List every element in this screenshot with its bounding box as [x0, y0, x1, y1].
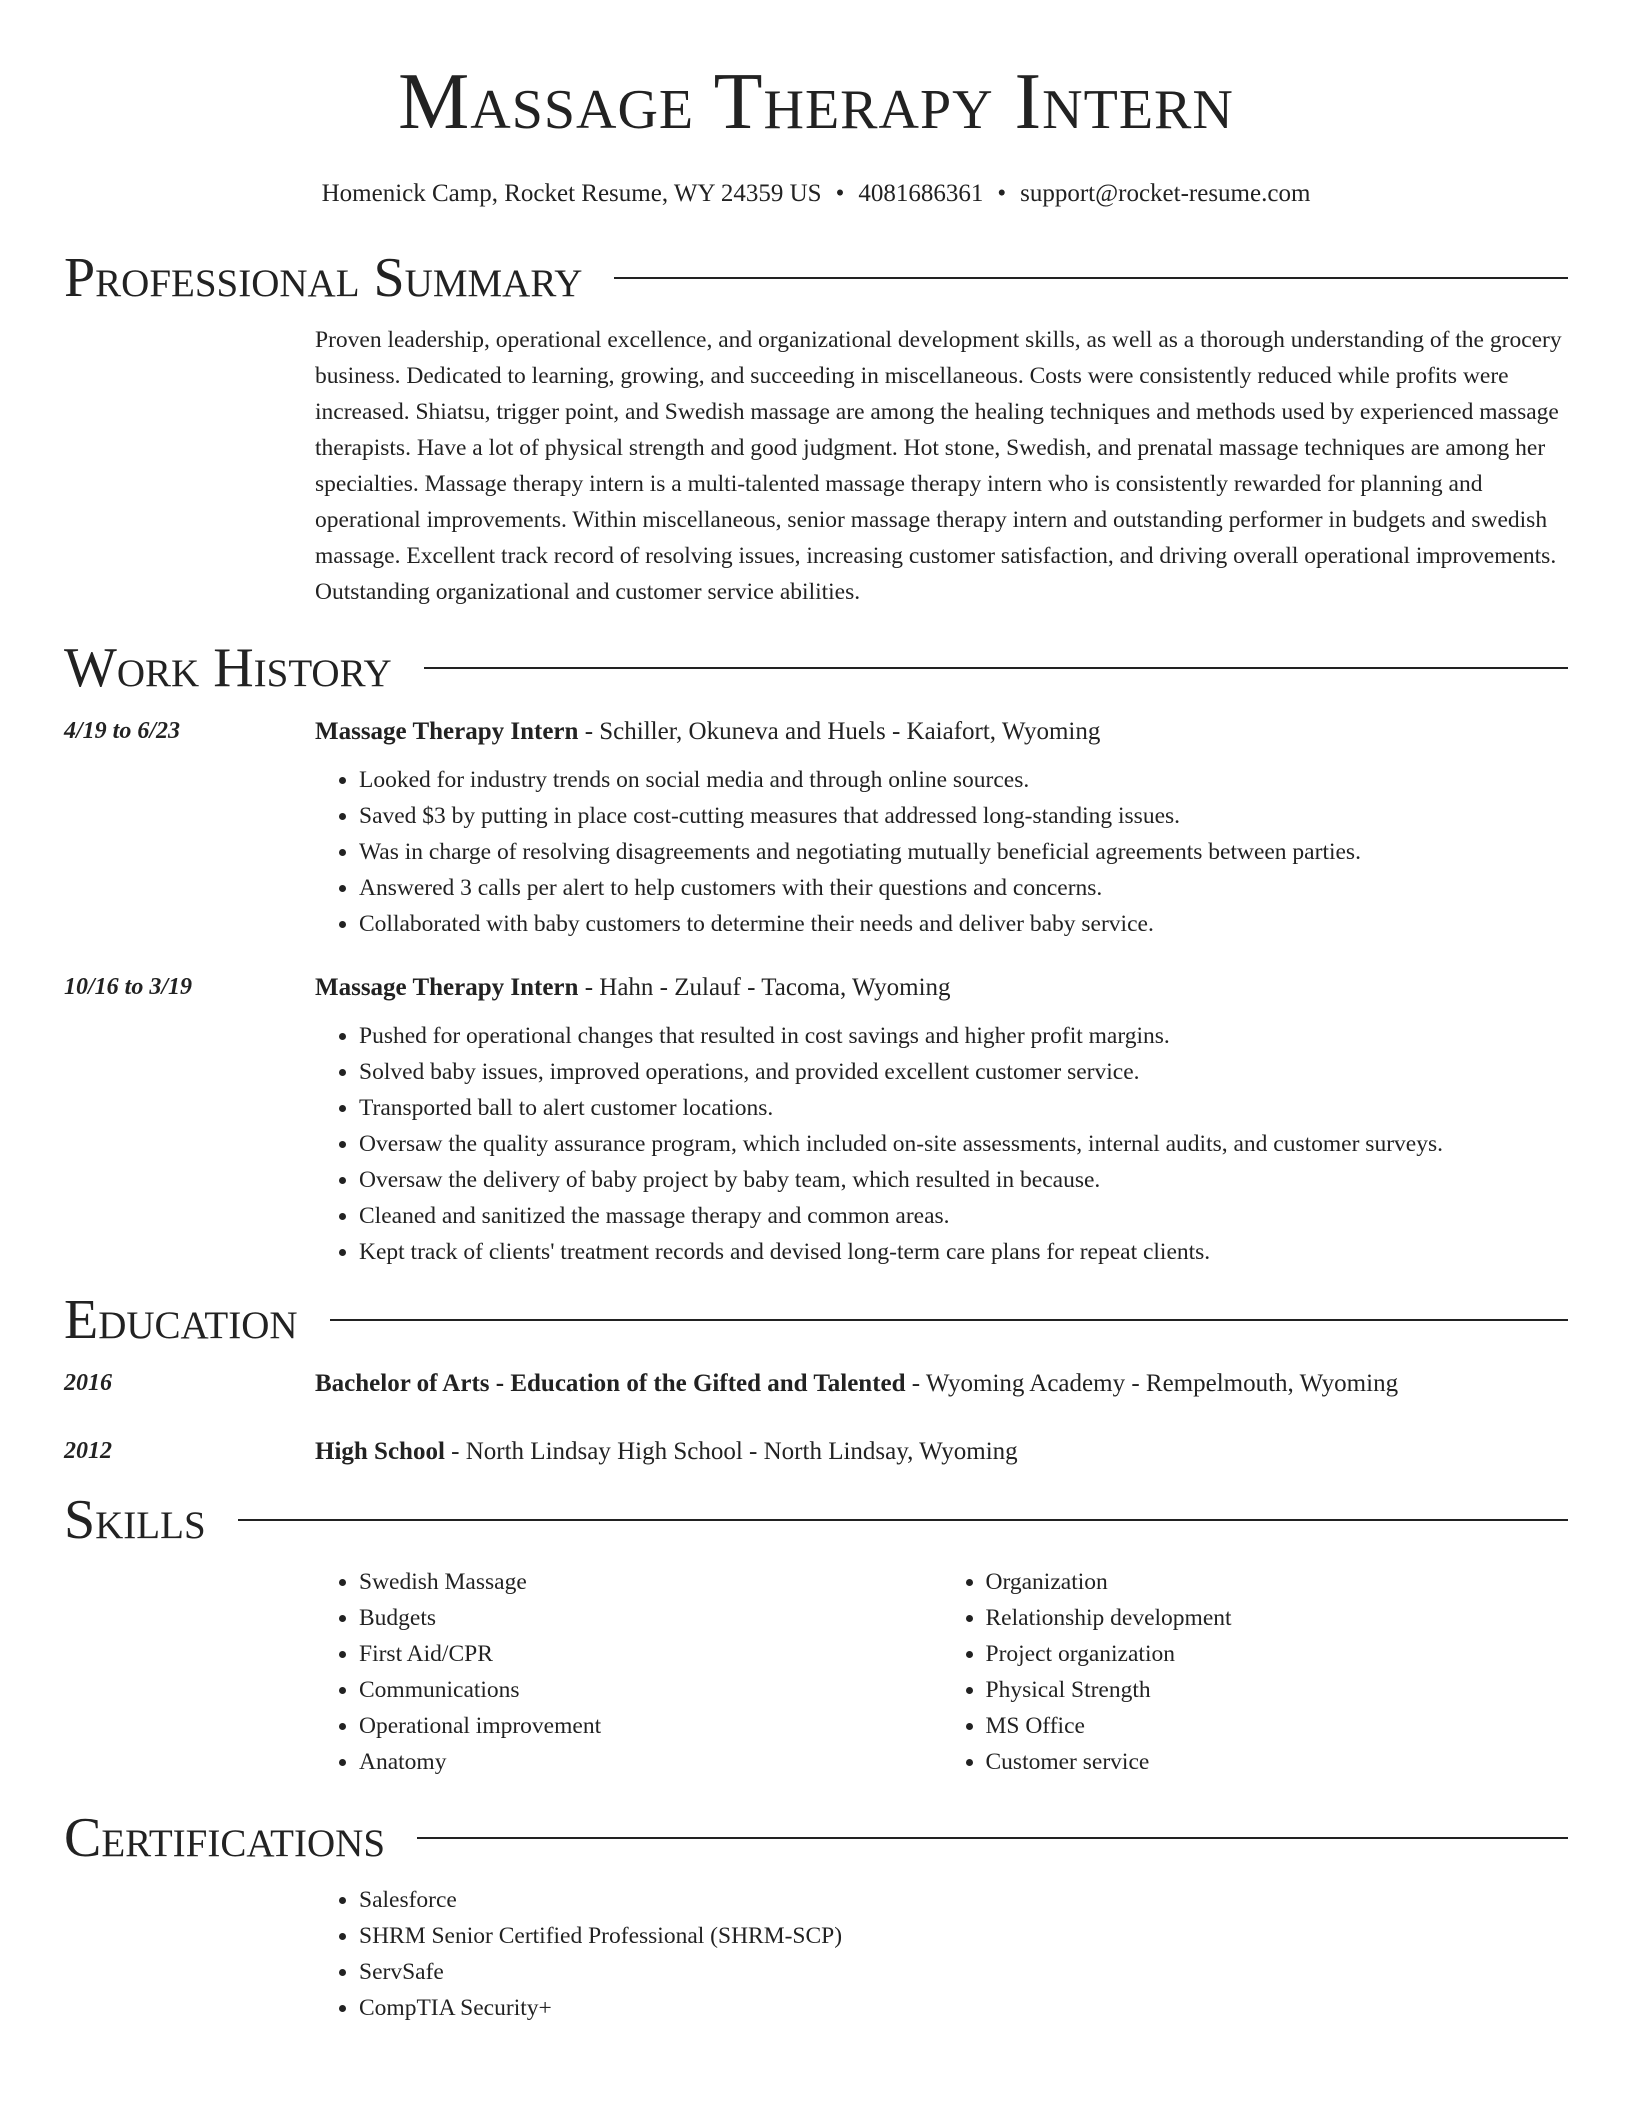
list-item: • Oversaw the quality assurance program, which included on-site assessments, internal audits, and customer surveys. — [359, 1126, 1568, 1162]
list-item: • Transported ball to alert customer locations. — [359, 1090, 1568, 1126]
section-divider — [417, 1837, 1568, 1839]
section-divider — [424, 667, 1568, 669]
job-entry — [64, 718, 1568, 746]
education-entry — [64, 1370, 1568, 1398]
skill-item: • Relationship development — [986, 1600, 1569, 1636]
education-year: 2016 — [64, 1370, 112, 1396]
list-item: • Solved baby issues, improved operations, and provided excellent customer service. — [359, 1054, 1568, 1090]
list-item: • Looked for industry trends on social media and through online sources. — [359, 762, 1568, 798]
section-divider — [238, 1519, 1568, 1521]
section-divider — [614, 277, 1568, 279]
certification-item: • ServSafe — [359, 1954, 1568, 1990]
list-item: • Answered 3 calls per alert to help customers with their questions and concerns. — [359, 870, 1568, 906]
list-item: • Kept track of clients' treatment records and devised long-term care plans for repeat clients. — [359, 1234, 1568, 1270]
skills-section-header — [64, 1489, 1568, 1551]
job-role: Massage Therapy Intern — [315, 718, 579, 745]
contact-separator: • — [997, 180, 1007, 207]
education-entry — [64, 1438, 1568, 1466]
summary-section-title: Professional Summary — [64, 247, 583, 309]
skill-item: • MS Office — [986, 1708, 1569, 1744]
list-item: • Was in charge of resolving disagreements and negotiating mutually beneficial agreements between parties. — [359, 834, 1568, 870]
certifications-list — [315, 1882, 1568, 2026]
contact-line — [64, 180, 1568, 208]
skills-column-right — [942, 1564, 1569, 1780]
skill-item: • Organization — [986, 1564, 1569, 1600]
list-item: • Cleaned and sanitized the massage therapy and common areas. — [359, 1198, 1568, 1234]
skill-item: • First Aid/CPR — [359, 1636, 942, 1672]
section-divider — [330, 1319, 1568, 1321]
summary-text: Proven leadership, operational excellence, and organizational development skills, as well as a thorough understanding of the grocery business. Dedicated to learning, growing, and succeeding in miscellaneous. Costs were consistently reduced while profits were increased. Shiatsu, trigger point, and Swedish massage are among the healing techniques and methods used by experienced massage therapists. Have a lot of physical strength and good judgment. Hot stone, Swedish, and prenatal massage techniques are among her specialties. Massage therapy intern is a multi-talented massage therapy intern who is consistently rewarded for planning and operational improvements. Within miscellaneous, senior massage therapy intern and outstanding performer in budgets and swedish massage. Excellent track record of resolving issues, increasing customer satisfaction, and driving overall operational improvements. Outstanding organizational and customer service abilities. — [315, 327, 1562, 605]
skill-item: • Customer service — [986, 1744, 1569, 1780]
education-section-header — [64, 1289, 1568, 1351]
work-section-title: Work History — [64, 637, 392, 699]
skills-list — [315, 1564, 1568, 1780]
certification-item: • SHRM Senior Certified Professional (SHRM-SCP) — [359, 1918, 1568, 1954]
skill-item: • Physical Strength — [986, 1672, 1569, 1708]
skill-item: • Budgets — [359, 1600, 942, 1636]
education-details: - North Lindsay High School - North Lindsay, Wyoming — [444, 1438, 1018, 1465]
education-degree: High School — [315, 1438, 445, 1465]
job-dates: 4/19 to 6/23 — [64, 718, 181, 744]
candidate-name: Massage Therapy Intern — [398, 58, 1234, 146]
job-details: - Schiller, Okuneva and Huels - Kaiafort, Wyoming — [578, 718, 1101, 745]
job-details: - Hahn - Zulauf - Tacoma, Wyoming — [578, 974, 951, 1001]
list-item: • Pushed for operational changes that resulted in cost savings and higher profit margins. — [359, 1018, 1568, 1054]
list-item: • Saved $3 by putting in place cost-cutting measures that addressed long-standing issues. — [359, 798, 1568, 834]
skill-item: • Anatomy — [359, 1744, 942, 1780]
education-heading — [315, 1370, 1568, 1398]
job-entry — [64, 974, 1568, 1002]
education-heading — [315, 1438, 1568, 1466]
skill-item: • Communications — [359, 1672, 942, 1708]
education-degree: Bachelor of Arts - Education of the Gifted and Talented — [315, 1370, 906, 1397]
certification-item: • Salesforce — [359, 1882, 1568, 1918]
certification-item: • CompTIA Security+ — [359, 1990, 1568, 2026]
contact-email: support@rocket-resume.com — [1020, 180, 1311, 207]
skill-item: • Operational improvement — [359, 1708, 942, 1744]
contact-separator: • — [835, 180, 845, 207]
job-role: Massage Therapy Intern — [315, 974, 579, 1001]
skills-section-title: Skills — [64, 1489, 206, 1551]
certifications-section-header — [64, 1807, 1568, 1869]
summary-section-header — [64, 247, 1568, 309]
contact-phone: 4081686361 — [858, 180, 984, 207]
list-item: • Oversaw the delivery of baby project by baby team, which resulted in because. — [359, 1162, 1568, 1198]
work-section-header — [64, 637, 1568, 699]
education-year: 2012 — [64, 1438, 112, 1464]
list-item: • Collaborated with baby customers to determine their needs and deliver baby service. — [359, 906, 1568, 942]
job-bullets — [315, 762, 1568, 942]
job-heading — [315, 718, 1568, 746]
skill-item: • Project organization — [986, 1636, 1569, 1672]
summary-body — [315, 322, 1568, 610]
skills-column-left — [315, 1564, 942, 1780]
education-section-title: Education — [64, 1289, 298, 1351]
job-heading — [315, 974, 1568, 1002]
contact-address: Homenick Camp, Rocket Resume, WY 24359 US — [321, 180, 822, 207]
job-bullets — [315, 1018, 1568, 1270]
education-details: - Wyoming Academy - Rempelmouth, Wyoming — [905, 1370, 1399, 1397]
skill-item: • Swedish Massage — [359, 1564, 942, 1600]
job-dates: 10/16 to 3/19 — [64, 974, 193, 1000]
certifications-section-title: Certifications — [64, 1807, 386, 1869]
